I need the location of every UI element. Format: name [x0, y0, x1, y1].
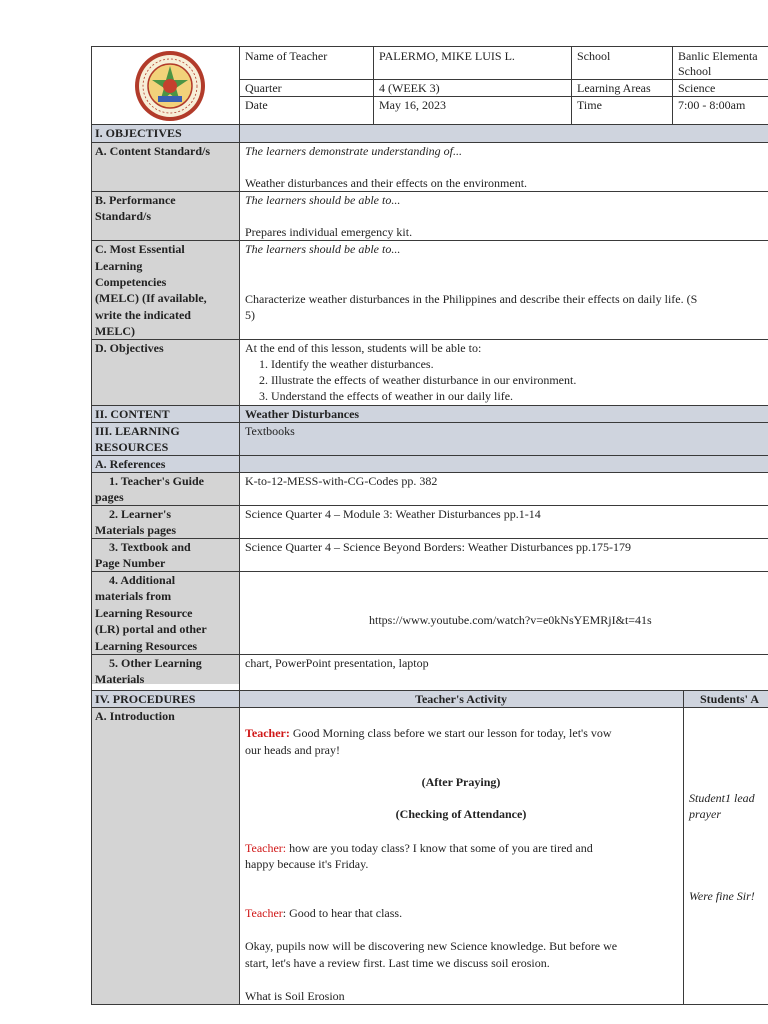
teacher-name-label: Name of Teacher: [245, 49, 328, 63]
resources-heading-value: Textbooks: [245, 424, 295, 438]
textbook-value: Science Quarter 4 – Science Beyond Borders: Weather Disturbances pp.175-179: [245, 540, 632, 554]
melc-label-5: write the indicated: [95, 308, 191, 322]
teacher-speaker: Teacher:: [245, 841, 287, 855]
learning-areas-label: Learning Areas: [577, 81, 651, 95]
melc-label-1: C. Most Essential: [95, 242, 185, 256]
learners-materials-value: Science Quarter 4 – Module 3: Weather Disturbances pp.1-14: [245, 507, 541, 521]
additional-label-3: Learning Resource: [95, 606, 193, 620]
performance-label-2: Standard/s: [95, 209, 152, 223]
content-standard-value: Weather disturbances and their effects on the environment.: [245, 176, 528, 190]
d-objectives-label: D. Objectives: [95, 341, 164, 355]
learning-areas-value: Science: [678, 81, 716, 95]
textbook-label-2: Page Number: [95, 556, 166, 570]
additional-label-2: materials from: [95, 589, 172, 603]
after-praying: (After Praying): [421, 775, 501, 789]
quarter-label: Quarter: [245, 81, 282, 95]
introduction-label: A. Introduction: [95, 709, 175, 723]
other-materials-label-2: Materials: [95, 672, 145, 686]
content-heading: II. CONTENT: [95, 407, 170, 421]
teacher-line-1: [245, 725, 612, 741]
teachers-guide-value: K-to-12-MESS-with-CG-Codes pp. 382: [245, 474, 438, 488]
procedures-heading: IV. PROCEDURES: [95, 692, 196, 706]
teacher-line-3: [245, 905, 402, 921]
teachers-activity-header: Teacher's Activity: [415, 692, 507, 706]
additional-label-5: Learning Resources: [95, 639, 198, 653]
other-materials-label-1: 5. Other Learning: [109, 656, 202, 670]
performance-label-1: B. Performance: [95, 193, 176, 207]
teacher-speaker: Teacher:: [245, 726, 290, 740]
content-standard-intro: The learners demonstrate understanding of...: [245, 144, 462, 158]
objective-item-1: 1. Identify the weather disturbances.: [259, 357, 434, 371]
melc-intro: The learners should be able to...: [245, 242, 401, 256]
quarter-value: 4 (WEEK 3): [379, 81, 440, 95]
resources-band: [91, 422, 768, 455]
teacher-greeting: Good Morning class before we start our lesson for today, let's vow: [289, 726, 612, 740]
performance-value: Prepares individual emergency kit.: [245, 225, 413, 239]
learners-materials-label-1: 2. Learner's: [109, 507, 171, 521]
objective-item-3: 3. Understand the effects of weather in our daily life.: [259, 389, 514, 403]
objectives-band: [91, 124, 768, 142]
students-activity-header: Students' A: [700, 692, 760, 706]
melc-label-3: Competencies: [95, 275, 167, 289]
teacher-line-2: [245, 840, 593, 856]
references-band: [91, 455, 768, 472]
student-response-1a: Student1 lead: [689, 791, 755, 805]
intro-label-shade: [91, 707, 239, 1004]
date-value: May 16, 2023: [379, 98, 446, 112]
teacher-line-4a: Okay, pupils now will be discovering new Science knowledge. But before we: [245, 939, 618, 953]
melc-label-4: (MELC) (If available,: [95, 291, 207, 305]
teacher-name-value: PALERMO, MIKE LUIS L.: [379, 49, 515, 63]
performance-intro: The learners should be able to...: [245, 193, 401, 207]
teacher-question: how are you today class? I know that some of you are tired and: [286, 841, 593, 855]
date-label: Date: [245, 98, 268, 112]
teachers-guide-label-2: pages: [95, 490, 124, 504]
time-value: 7:00 - 8:00am: [678, 98, 746, 112]
time-label: Time: [577, 98, 602, 112]
teacher-line-2b: happy because it's Friday.: [245, 857, 369, 871]
melc-value-line1: Characterize weather disturbances in the Philippines and describe their effects on daily life. (S: [245, 292, 698, 306]
textbook-label-1: 3. Textbook and: [109, 540, 191, 554]
content-band: [91, 405, 768, 422]
d-objectives-intro: At the end of this lesson, students will be able to:: [245, 341, 482, 355]
school-label: School: [577, 49, 611, 63]
other-materials-value: chart, PowerPoint presentation, laptop: [245, 656, 429, 670]
student-response-2: Were fine Sir!: [689, 889, 755, 903]
teacher-line-4b: start, let's have a review first. Last time we discuss soil erosion.: [245, 956, 550, 970]
resources-heading-1: III. LEARNING: [95, 424, 180, 438]
melc-value-line2: 5): [245, 308, 255, 322]
learners-materials-label-2: Materials pages: [95, 523, 176, 537]
teacher-line-1b: our heads and pray!: [245, 743, 340, 757]
checking-attendance: (Checking of Attendance): [395, 807, 527, 821]
student-response-1b: prayer: [689, 807, 721, 821]
school-value-line1: Banlic Elementa: [678, 49, 758, 63]
teacher-speaker: Teacher: [245, 906, 283, 920]
additional-label-1: 4. Additional: [109, 573, 176, 587]
melc-label-2: Learning: [95, 259, 143, 273]
content-value: Weather Disturbances: [245, 407, 360, 421]
objectives-heading: I. OBJECTIVES: [95, 126, 182, 140]
resources-heading-2: RESOURCES: [95, 440, 169, 454]
teacher-line-5: What is Soil Erosion: [245, 989, 345, 1003]
deped-seal-logo: [134, 50, 206, 122]
additional-label-4: (LR) portal and other: [95, 622, 207, 636]
content-standard-label: A. Content Standard/s: [95, 144, 211, 158]
school-value-line2: School: [678, 64, 712, 78]
references-label: A. References: [95, 457, 166, 471]
teachers-guide-label-1: 1. Teacher's Guide: [109, 474, 205, 488]
melc-label-6: MELC): [95, 324, 135, 338]
objective-item-2: 2. Illustrate the effects of weather disturbance in our environment.: [259, 373, 577, 387]
youtube-link[interactable]: https://www.youtube.com/watch?v=e0kNsYEMRjI&t=41s: [369, 613, 652, 627]
teacher-reply: : Good to hear that class.: [282, 906, 403, 920]
